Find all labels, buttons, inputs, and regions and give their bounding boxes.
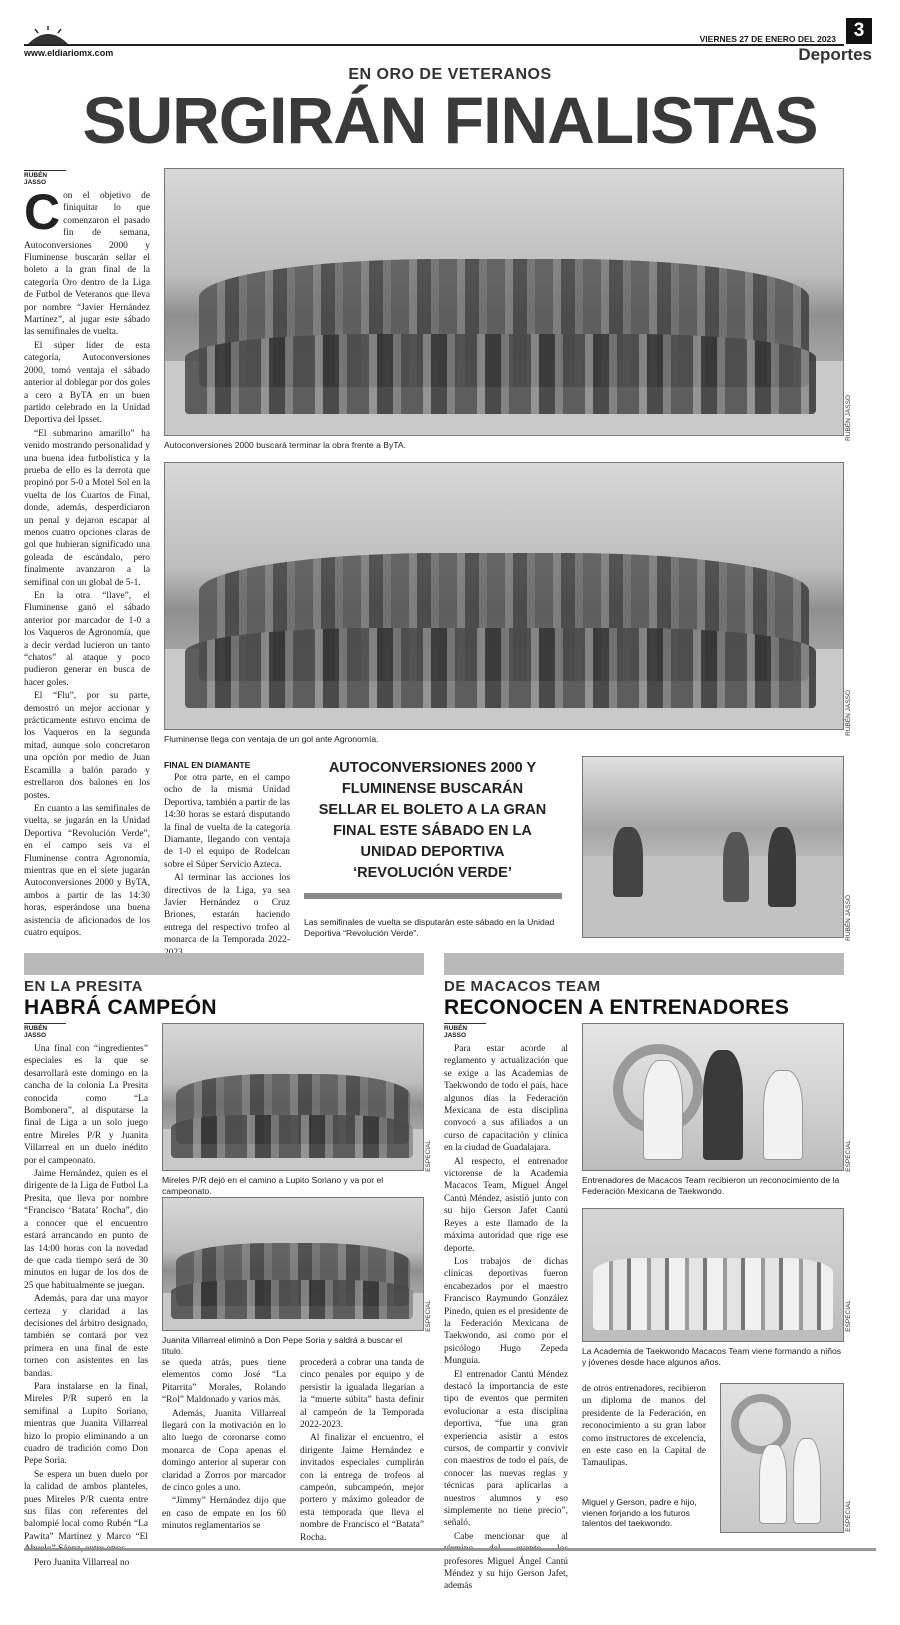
website-url[interactable]: www.eldiariomx.com (24, 48, 114, 58)
photo-caption: Las semifinales de vuelta se disputarán este sábado en la Unidad Deportiva “Revolución Verde”. (304, 917, 555, 938)
macacos-column-mid (582, 1383, 706, 1471)
presita-paragraph: Además, para dar una mayor certeza y claridad a las decisiones del árbitro designado, también se contará por vez primera en una final de este torneo con asistentes en las bandas. (24, 1294, 148, 1379)
presita-paragraph: se queda atrás, pues tiene elementos como José “La Pitarrita” Morales, Rolando “Rol” Maldonado y varios más. (162, 1358, 286, 1406)
presita-paragraph: procederá a cobrar una tanda de cinco penales por equipo y de persistir la igualada llegarían a la “muerte súbita” hasta definir al campeón de la Temporada 2022-2023. (300, 1358, 424, 1431)
drop-cap: C (24, 184, 61, 240)
subhead: FINAL EN DIAMANTE (164, 760, 251, 770)
section-band-right (444, 953, 844, 975)
main-paragraph: on el objetivo de finiquitar lo que comenzaron el pasado fin de semana, Autoconversiones 2000 y Fluminense buscarán sellar el boleto a la gran final de la categoría Oro dentro de la Liga de Futbol de Veteranos que lleva por nombre “Javier Hernández Martínez”, al jugar este sábado las semifinales de vuelta. (24, 191, 150, 338)
macacos-paragraph: Los trabajos de dichas clínicas deportivas fueron encabezados por el maestro Francisco Raymundo González Pinedo, quien es el presidente de la Federación Mexicana de Taekwondo, así como por el psicólogo Hugo Zepeda Munguía. (444, 1256, 568, 1367)
main-byline: RUBÉN JASSO (24, 170, 66, 186)
pull-quote-rule (304, 893, 562, 899)
presita-paragraph: Pero Juanita Villarreal no (34, 1557, 130, 1568)
photo-credit: ESPECIAL (425, 1140, 432, 1172)
main-headline: SURGIRÁN FINALISTAS (82, 83, 818, 157)
coaches-diploma-photo (582, 1023, 844, 1171)
main-kicker: EN ORO DE VETERANOS (348, 66, 552, 83)
photo-credit: ESPECIAL (425, 1300, 432, 1332)
photo-caption: Juanita Villarreal eliminó a Don Pepe Soria y saldrá a buscar el título. (162, 1335, 403, 1356)
presita-paragraph: “Jimmy” Hernández dijo que en caso de empate en los 60 minutos reglamentarios se (162, 1496, 286, 1532)
section-band-left (24, 953, 424, 975)
photo-credit: ESPECIAL (845, 1300, 852, 1332)
diamante-paragraph: Por otra parte, en el campo ocho de la misma Unidad Deportiva, también a partir de las 14:30 horas se estará disputando la final de vuelta de la categoría Diamante, llegando con ventaja de 1-0 el equipo de Rodelcan sobre el Súper Servicio Azteca. (164, 773, 290, 870)
diamante-paragraph: Al terminar las acciones los directivos de la Liga, ya sea Javier Hernández o Cruz Briones, estarán haciendo entrega del respectivo trofeo al monarca de la Temporada 2022- (164, 873, 290, 946)
macacos-paragraph: Al respecto, el entrenador victorense de la Academia Macacos Team, Miguel Ángel Cantú Méndez, asistió junto con su hijo Gerson Jafet Cantú Reyes a este llamado de la máxima autoridad que rige ese deporte. (444, 1156, 568, 1254)
team-photo-autoconversiones (164, 168, 844, 436)
main-paragraph: El “Flu”, por su parte, demostró un mejor accionar y prácticamente estuvo encima de los Vaqueros en la segunda mitad, aunque solo concretaron una opción por medio de Juan Escamilla a balón parado y estrellaron dos balones en los postes. (24, 691, 150, 801)
photo-caption: La Academia de Taekwondo Macacos Team viene formando a niños y jóvenes desde hace algunos años. (582, 1346, 842, 1367)
page-date: VIERNES 27 DE ENERO DEL 2023 (699, 34, 836, 44)
presita-byline: RUBÉN JASSO (24, 1023, 66, 1039)
macacos-headline: RECONOCEN A ENTRENADORES (444, 996, 790, 1019)
team-photo-fluminense (164, 462, 844, 730)
presita-kicker: EN LA PRESITA (24, 978, 144, 995)
father-son-photo (720, 1383, 844, 1533)
photo-caption: Autoconversiones 2000 buscará terminar la obra frente a ByTA. (164, 440, 407, 450)
macacos-paragraph: Cabe mencionar que al profesores Miguel Ángel Cantú Méndez y su hijo Gerson Jafet, además (444, 1531, 568, 1592)
macacos-paragraph: El entrenador Cantú Méndez destacó la importancia de este tipo de eventos que permiten evolucionar a esta disciplina deportiva, “fue una gran experiencia asistir a estos cursos, de compartir y convivir con maestros de todo el país, de conocer las nuevas reglas y técnicas para aplicarlas a nuestros alumnos y eso simplemente no tiene precio”, señaló. (444, 1369, 568, 1529)
presita-column-mid (162, 1357, 286, 1534)
macacos-column (444, 1023, 568, 1594)
diamante-column (164, 756, 290, 960)
photo-credit: RUBÉN JASSO (845, 895, 852, 941)
photo-credit: RUBÉN JASSO (845, 690, 852, 736)
photo-credit: ESPECIAL (845, 1500, 852, 1532)
section-name: Deportes (798, 45, 872, 64)
presita-paragraph: Jaime Hernández, quien es el dirigente de la Liga de Futbol La Presita, que lleva por nombre “Francisco ‘Batata’ Rocha”, dio a conocer que el encuentro estará arrancando en punto de las 14:00 horas con la novedad de que cada tiempo será de 30 minutos en lugar de los dos de 25 que habitualmente se juegan. (24, 1169, 148, 1291)
presita-column-right (300, 1357, 424, 1545)
photo-caption: Entrenadores de Macacos Team recibieron un reconocimiento de la Federación Mexicana de Taekwondo. (582, 1175, 840, 1196)
main-paragraph: En cuanto a las semifinales de vuelta, se jugarán en la Unidad Deportiva “Revolución Verde”, en el campo seis va el Fluminense contra Agronomía, mientras que en el siete jugarán Autoconversiones 2000 y ByTA, ambos a partir de las 14:30 horas, esperándose una buena asistencia de aficionados de los cuatro equipos. (24, 803, 150, 938)
action-photo-semifinal (582, 756, 844, 938)
footer-rule (24, 1548, 876, 1551)
presita-paragraph: Al finalizar el encuentro, el dirigente Jaime Hernández e invitados especiales cumplirán con la entrega de trofeos al campeón, subcampeón, mejor portero y máximo goleador de esta temporada que lleva el nombre de Francisco el “Batata” Rocha. (300, 1433, 424, 1543)
main-paragraph: En la otra “llave”, el Fluminense ganó el sábado anterior por marcador de 1-0 a los Vaqueros de Agronomía, que a decir verdad lucieron un tanto “chatos” al ataque y poco pudieron generar en busca de hacer goles. (24, 591, 150, 688)
presita-headline: HABRÁ CAMPEÓN (24, 996, 217, 1019)
presita-paragraph: Para instalarse en la final, Mireles P/R superó en la semifinal a Lupito Soriano, mientras que Juanita Villarreal hizo lo propio eliminando a un cuadro de tradición como Don Pepe Soria. (24, 1381, 148, 1467)
macacos-paragraph: Para estar acorde al reglamento y actualización que se exige a las Academias de Taekwondo de todo el país, hace algunos días la Federación Mexicana de esta disciplina convocó a sus afiliados a un curso de capacitación y clínica en la ciudad de Guadalajara. (444, 1044, 568, 1154)
photo-credit: ESPECIAL (845, 1140, 852, 1172)
header-rule (24, 44, 844, 46)
page-number: 3 (846, 18, 872, 44)
macacos-paragraph: de otros entrenadores, recibieron un diploma de manos del presidente de la Federación, en reconocimiento a su gran labor como instructores de excelencia, en este caso en la Capital de Tamaulipas. (582, 1384, 706, 1469)
main-paragraph: “El submarino amarillo” ha venido mostrando personalidad y una buena idea futbolística y la prueba de ello es la derrota que propinó por 5-0 a Motel Sol en la vuelta de los Cuartos de Final, donde, además, desperdiciaron un penal y dejaron escapar al menos cuatro opciones claras de gol que hubieran significado una goleada de escándalo, pero finalmente avanzaron a la semifinal con un global de 5-1. (24, 428, 150, 588)
presita-paragraph: Una final con “ingredientes” especiales es la que se desarrollará este domingo en la cancha de la colonia La Presita conocida como “La Bombonera”, al disputarse la final de Liga a un solo juego entre Mireles P/R y Juanita Villarreal en un duelo inédito por el campeonato. (24, 1044, 148, 1166)
photo-caption: Fluminense llega con ventaja de un gol ante Agronomía. (164, 734, 379, 744)
pull-quote: AUTOCONVERSIONES 2000 Y FLUMINENSE BUSCARÁN SELLAR EL BOLETO A LA GRAN FINAL ESTE SÁBADO EN LA UNIDAD DEPORTIVA ‘REVOLUCIÓN VERDE’ (318, 760, 547, 881)
presita-column (24, 1023, 148, 1570)
team-photo-juanita (162, 1197, 424, 1331)
presita-paragraph: Además, Juanita Villarreal llegará con la motivación en lo alto luego de coronarse como monarca de Copa apenas el domingo anterior al superar con claridad a Zorros por marcador de cinco goles a uno. (162, 1408, 286, 1494)
macacos-kicker: DE MACACOS TEAM (444, 978, 601, 995)
photo-caption: Miguel y Gerson, padre e hijo, vienen forjando a los futuros talentos del taekwondo. (582, 1497, 697, 1528)
photo-caption: Mireles P/R dejó en el camino a Lupito Soriano y va por el campeonato. (162, 1175, 384, 1196)
photo-credit: RUBÉN JASSO (845, 395, 852, 441)
macacos-byline: RUBÉN JASSO (444, 1023, 486, 1039)
academy-children-photo (582, 1208, 844, 1342)
main-article-column (24, 170, 150, 940)
presita-paragraph: Se espera un buen duelo por la calidad de ambos planteles, pues Mireles P/R cuenta entre sus filas con referentes del balompié local como Rubén “La Pawita” Martínez y Marco “El (24, 1469, 148, 1542)
team-photo-mireles (162, 1023, 424, 1171)
main-paragraph: El súper líder de esta categoría, Autoconversiones 2000, tomó ventaja el sábado anterior al doblegar por dos goles a cero a ByTA en un buen partido celebrado en la Unidad Deportiva del Ipsset. (24, 340, 150, 426)
